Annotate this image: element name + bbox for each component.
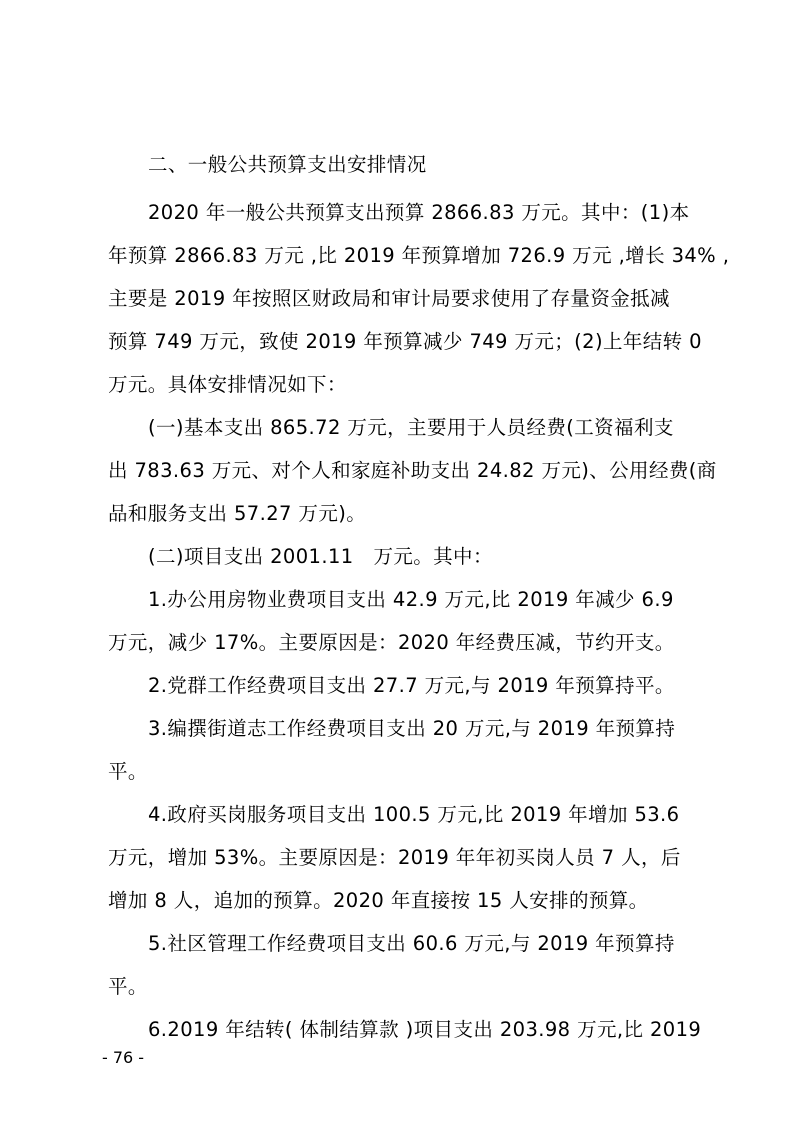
paragraph-line: 年预算 2866.83 万元 ,比 2019 年预算增加 726.9 万元 ,增长 34% , <box>108 244 730 267</box>
paragraph-line: (二)项目支出 2001.11 万元。其中： <box>148 545 493 568</box>
paragraph-line: 品和服务支出 57.27 万元)。 <box>108 502 367 525</box>
paragraph-line: 出 783.63 万元、对个人和家庭补助支出 24.82 万元)、公用经费(商 <box>108 459 717 482</box>
list-item-line: 增加 8 人，追加的预算。2020 年直接按 15 人安排的预算。 <box>108 889 649 912</box>
list-item-line: 万元，增加 53%。主要原因是：2019 年年初买岗人员 7 人，后 <box>108 846 681 869</box>
list-item-line: 万元，减少 17%。主要原因是：2020 年经费压减，节约开支。 <box>108 631 675 654</box>
list-item-line: 平。 <box>108 975 148 998</box>
list-item-line: 1.办公用房物业费项目支出 42.9 万元,比 2019 年减少 6.9 <box>148 588 674 611</box>
list-item-line: 6.2019 年结转( 体制结算款 )项目支出 203.98 万元,比 2019 <box>148 1018 702 1041</box>
paragraph-line: 预算 749 万元，致使 2019 年预算减少 749 万元；(2)上年结转 0 <box>108 330 702 353</box>
list-item-line: 2.党群工作经费项目支出 27.7 万元,与 2019 年预算持平。 <box>148 674 675 697</box>
paragraph-line: (一)基本支出 865.72 万元，主要用于人员经费(工资福利支 <box>148 416 674 439</box>
paragraph-line: 万元。具体安排情况如下： <box>108 373 347 396</box>
list-item-line: 4.政府买岗服务项目支出 100.5 万元,比 2019 年增加 53.6 <box>148 803 680 826</box>
page-number: - 76 - <box>102 1048 145 1067</box>
section-heading: 二、一般公共预算支出安排情况 <box>148 153 427 176</box>
paragraph-line: 2020 年一般公共预算支出预算 2866.83 万元。其中：(1)本 <box>148 201 690 224</box>
list-item-line: 平。 <box>108 760 148 783</box>
paragraph-line: 主要是 2019 年按照区财政局和审计局要求使用了存量资金抵减 <box>108 287 670 310</box>
list-item-line: 3.编撰街道志工作经费项目支出 20 万元,与 2019 年预算持 <box>148 717 676 740</box>
list-item-line: 5.社区管理工作经费项目支出 60.6 万元,与 2019 年预算持 <box>148 932 675 955</box>
